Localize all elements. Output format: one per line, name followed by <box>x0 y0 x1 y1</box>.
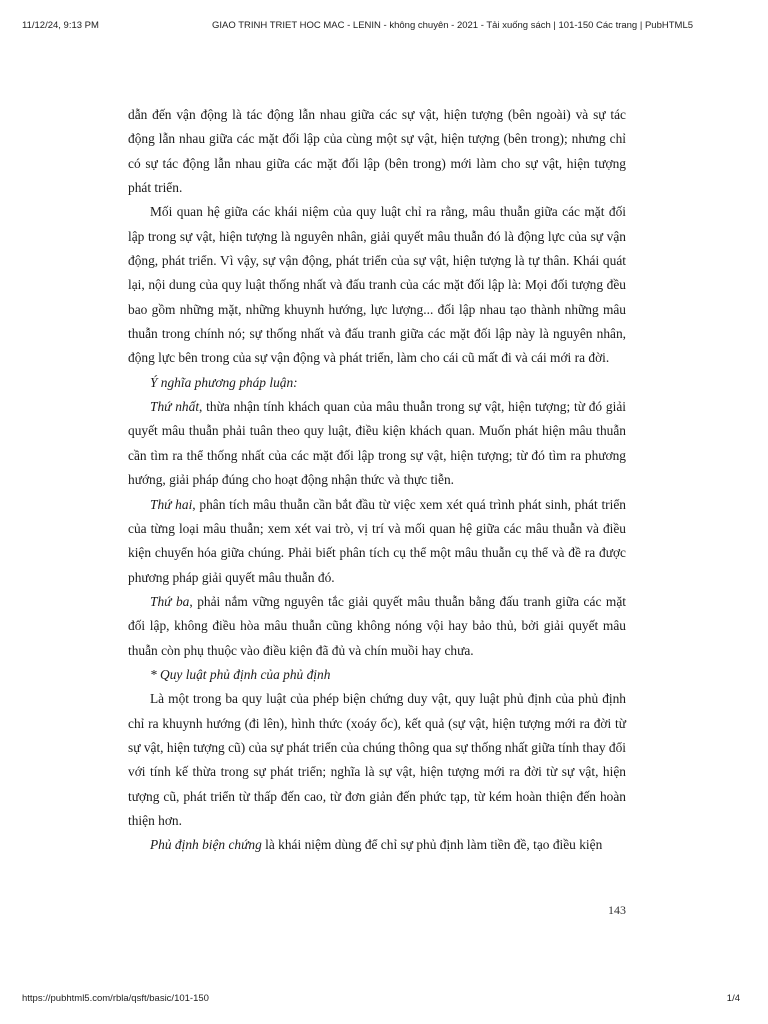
print-footer <box>22 993 746 1007</box>
section-heading-methodology: Ý nghĩa phương pháp luận: <box>150 374 298 390</box>
paragraph-2: Mối quan hệ giữa các khái niệm của quy luật chỉ ra rằng, mâu thuẫn giữa các mặt đối lập trong sự vật, hiện tượng là nguyên nhân, giải quyết mâu thuẫn đó là động lực của sự vận động, phát triển. Vì vậy, sự vận động, phát triển của sự vật, hiện tượng là tự thân. Khái quát lại, nội dung của quy luật thống nhất và đấu tranh của các mặt đối lập là: Mọi đối tượng đều bao gồm những mặt, những khuynh hướng, lực lượng... đối lập nhau tạo thành những mâu thuẫn trong chính nó; sự thống nhất và đấu tranh giữa các mặt đối lập này là nguyên nhân, động lực bên trong của sự vận động và phát triển, làm cho cái cũ mất đi và cái mới ra đời. <box>128 204 626 366</box>
paragraph-1: dẫn đến vận động là tác động lẫn nhau giữa các sự vật, hiện tượng (bên ngoài) và sự tác động lẫn nhau giữa các mặt đối lập của cùng một sự vật, hiện tượng (bên trong); nhưng chỉ có sự tác động lẫn nhau giữa các mặt đối lập (bên trong) mới làm cho sự vật, hiện tượng phát triển. <box>128 107 626 196</box>
print-url: https://pubhtml5.com/rbla/qsft/basic/101-150 <box>22 993 209 1004</box>
section-heading-negation-law: * Quy luật phủ định của phủ định <box>150 666 331 682</box>
paragraph-7-text: là khái niệm dùng để chỉ sự phủ định làm tiền đề, tạo điều kiện <box>261 837 603 853</box>
print-header <box>22 20 746 34</box>
paragraph-5 <box>128 590 626 663</box>
paragraph-4-text: , phân tích mâu thuẫn cần bắt đầu từ việc xem xét quá trình phát sinh, phát triển của từng loại mâu thuẫn; xem xét vai trò, vị trí và mối quan hệ giữa các mâu thuẫn và điều kiện chuyển hóa giữa chúng. Phải biết phân tích cụ thể một mâu thuẫn cụ thể và đề ra được phương pháp giải quyết mâu thuẫn đó. <box>128 496 626 585</box>
paragraph-7 <box>128 833 626 857</box>
print-page-title: GIAO TRINH TRIET HOC MAC - LENIN - không chuyên - 2021 - Tải xuống sách | 101-150 Các trang | PubHTML5 <box>212 20 694 31</box>
paragraph-4 <box>128 493 626 590</box>
print-datetime: 11/12/24, 9:13 PM <box>22 20 99 31</box>
paragraph-5-text: , phải nắm vững nguyên tắc giải quyết mâu thuẫn bằng đấu tranh giữa các mặt đối lập, không điều hòa mâu thuẫn cũng không nóng vội hay bảo thủ, bởi giải quyết mâu thuẫn còn phụ thuộc vào điều kiện đã đủ và chín muồi hay chưa. <box>128 593 626 658</box>
paragraph-3 <box>128 395 626 492</box>
page-number: 143 <box>608 903 626 917</box>
paragraph-3-text: , thừa nhận tính khách quan của mâu thuẫn trong sự vật, hiện tượng; từ đó giải quyết mâu thuẫn phải tuân theo quy luật, điều kiện khách quan. Muốn phát hiện mâu thuẫn cần tìm ra thể thống nhất của các mặt đối lập trong sự vật, hiện tượng; từ đó tìm ra phương hướng, giải pháp đúng cho hoạt động nhận thức và thực tiễn. <box>128 399 626 488</box>
paragraph-5-lead: Thứ ba <box>150 593 190 609</box>
document-body <box>128 103 626 858</box>
paragraph-4-lead: Thứ hai <box>150 496 193 512</box>
print-page-count: 1/4 <box>726 993 740 1004</box>
paragraph-3-lead: Thứ nhất <box>150 399 200 415</box>
paragraph-6: Là một trong ba quy luật của phép biện chứng duy vật, quy luật phủ định của phủ định chỉ ra khuynh hướng (đi lên), hình thức (xoáy ốc), kết quả (sự vật, hiện tượng mới ra đời từ sự vật, hiện tượng cũ) của sự phát triển của chúng thông qua sự thống nhất giữa tính thay đổi với tính kế thừa trong sự phát triển; nghĩa là sự vật, hiện tượng mới ra đời từ sự vật, hiện tượng cũ, phát triển từ thấp đến cao, từ đơn giản đến phức tạp, từ kém hoàn thiện đến hoàn thiện hơn. <box>128 691 626 828</box>
paragraph-7-lead: Phủ định biện chứng <box>150 837 262 853</box>
